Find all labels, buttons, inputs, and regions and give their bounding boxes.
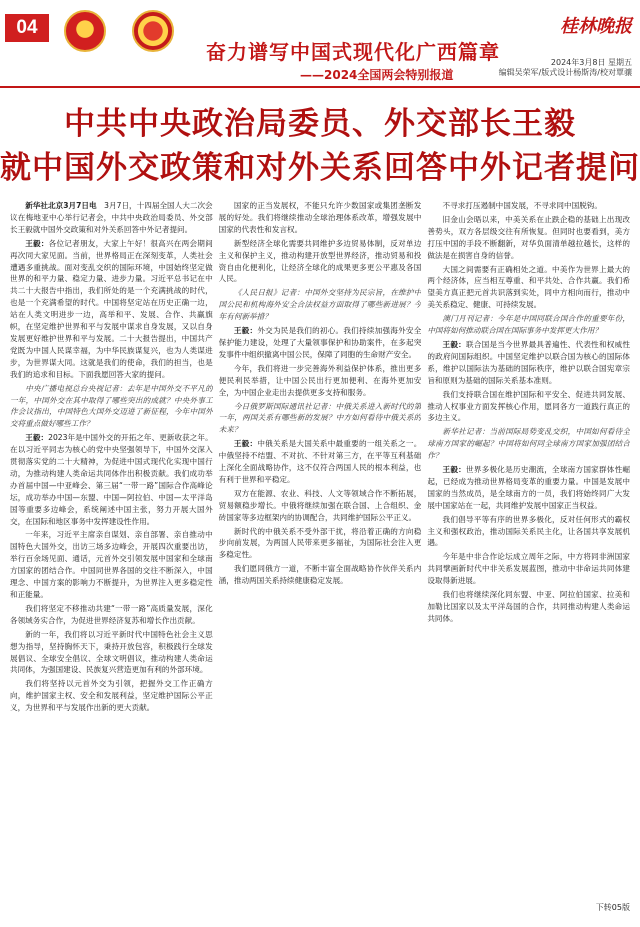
speaker-label: 王毅：: [25, 433, 49, 443]
speaker-label: 王毅：: [442, 465, 466, 475]
speaker-label: 王毅：: [25, 238, 49, 248]
issue-meta: [499, 58, 632, 78]
body-paragraph: 新的一年，我们将以习近平新时代中国特色社会主义思想为指导，坚持胸怀天下，秉持开放包容，积极践行全球发展倡议、全球安全倡议、全球文明倡议，推动构建人类命运共同体，为强国建设、民族复兴营造更加有利的外部环境。: [10, 629, 213, 675]
body-paragraph: 我们支持联合国在维护国际和平安全、促进共同发展、推动人权事业方面发挥核心作用，愿同各方一道践行真正的多边主义。: [427, 389, 630, 423]
body-paragraph: 今年，我们将进一步完善海外利益保护体系，推出更多便民利民举措，让中国公民出行更加便利、在海外更加安全，为中国企业走出去提供更多支持和服务。: [218, 363, 422, 397]
body-paragraph: 我们将坚定不移推动共建“一带一路”高质量发展，深化各领域务实合作，为促进世界经济复苏和增长作出贡献。: [10, 603, 213, 625]
body-paragraph: 我们也将继续深化同东盟、中亚、阿拉伯国家、拉美和加勒比国家以及太平洋岛国的合作，共同推动构建人类命运共同体。: [427, 590, 630, 623]
body-paragraph: [219, 438, 422, 486]
article-body: [10, 200, 630, 900]
continued-note: 下转05版: [595, 903, 630, 912]
body-paragraph: 新时代的中俄关系不受外部干扰，将沿着正确的方向稳步向前发展，为两国人民带来更多福祉，为国际社会注入更多稳定性。: [218, 526, 422, 560]
question-paragraph: 新华社记者：当前国际局势变乱交织，中国如何看待全球南方国家的崛起？中国将如何同全球南方国家加强团结合作？: [427, 427, 630, 461]
headline-line-2: 就中国外交政策和对外关系回答中外记者提问: [0, 150, 640, 186]
question-paragraph: 中央广播电视总台央视记者：去年是中国外交不平凡的一年，中国外交在其中取得了哪些突出的成就？中央外事工作会议指出，中国特色大国外交迈进了新征程，今年中国外交将重点做好哪些工作？: [10, 383, 213, 429]
body-paragraph: [10, 200, 213, 236]
question-paragraph: 今日俄罗斯国际通讯社记者：中俄关系进入新时代的第一年，两国关系有哪些新的发展？中方如何看待中俄关系的未来？: [218, 401, 422, 435]
paragraph-text: 世界多极化是历史潮流，全球南方国家群体性崛起，已经成为推动世界格局变革的重要力量。中国是发展中国家的当然成员，是全球南方的一员，我们将始终同广大发展中国家站在一起，共同维护发展中国家正当权益。: [427, 465, 630, 510]
body-paragraph: 我们倡导平等有序的世界多极化，反对任何形式的霸权主义和强权政治，推动国际关系民主化，让各国共享发展机遇。: [427, 514, 630, 548]
header-rule: [0, 86, 640, 88]
body-paragraph: [219, 325, 422, 361]
question-paragraph: 《人民日报》记者：中国外交坚持为民宗旨，在维护中国公民和机构海外安全合法权益方面取得了哪些新进展？今年有何新举措？: [218, 288, 422, 322]
page-number: 04: [5, 14, 49, 42]
body-paragraph: 一年来，习近平主席亲自谋划、亲自部署、亲自推动中国特色大国外交，出访三场多边峰会，开展四次重要出访，举行百余场见面、通话，元首外交引领发展中国家和全球南方国家的团结合作。中国同世界各国的交往不断深入，中国理念、中国方案的影响力不断提升，为世界注入更多稳定性和正能量。: [10, 530, 213, 599]
speaker-label: 王毅：: [442, 339, 466, 349]
body-paragraph: [427, 339, 630, 387]
body-paragraph: 今年是中非合作论坛成立周年之际，中方将同非洲国家共同擘画新时代中非关系发展蓝图，推动中非命运共同体建设取得新进展。: [427, 552, 630, 586]
brand-logo: 桂林晚报: [560, 16, 632, 37]
body-paragraph: 新型经济全球化需要共同维护多边贸易体制，反对单边主义和保护主义，推动构建开放型世界经济，推动贸易和投资自由化便利化，让经济全球化的成果更多更公平惠及各国人民。: [218, 238, 422, 284]
paragraph-text: 联合国是当今世界最具普遍性、代表性和权威性的政府间国际组织。中国坚定维护以联合国为核心的国际体系，维护以国际法为基础的国际秩序，维护以联合国宪章宗旨和原则为基础的国际关系基本准则。: [427, 339, 630, 385]
party-emblem-icon: [132, 10, 174, 52]
body-paragraph: 大国之间需要有正确相处之道。中美作为世界上最大的两个经济体，应当相互尊重、和平共处、合作共赢。我们希望美方真正把元首共识落到实处，同中方相向而行，推动中美关系稳定、健康、可持续发展。: [427, 264, 630, 310]
masthead: [0, 0, 640, 84]
section-subtitle: ——2024全国两会特别报道: [300, 68, 454, 82]
article-column: [219, 200, 422, 900]
body-paragraph: 我们愿同俄方一道，不断丰富全面战略协作伙伴关系内涵，推动两国关系持续健康稳定发展。: [218, 564, 422, 586]
body-paragraph: [10, 432, 213, 527]
paragraph-text: 外交为民是我们的初心。我们持续加强海外安全保护能力建设，处理了大量领事保护和协助案件，在多起突发事件中组织撤离中国公民，保障了同胞的生命财产安全。: [218, 326, 422, 359]
headline: [0, 102, 640, 190]
body-paragraph: [10, 238, 213, 381]
paragraph-text: 2023年是中国外交的开拓之年、更新收获之年。在以习近平同志为核心的党中央坚强领导下，中国外交深入贯彻落实党的二十大精神，为促进中国式现代化实现中国行动，为推动构建人类命运共同体作出积极贡献。我们成功举办首届中国—中亚峰会、第三届“一带一路”国际合作高峰论坛，成功举办中国—东盟、中国—阿拉伯、中国—太平洋岛国等重要多边峰会，系统阐述中国主张，努力开展大国外交，在国际和地区事务中发挥建设性作用。: [10, 433, 213, 526]
paragraph-text: 中俄关系是大国关系中最重要的一组关系之一。中俄坚持不结盟、不对抗、不针对第三方，在平等互利基础上深化全面战略协作，这不仅符合两国人民的根本利益，也有利于世界和平稳定。: [218, 439, 422, 484]
question-paragraph: 澳门月刊记者：今年是中国同联合国合作的重要年份，中国将如何推动联合国在国际事务中发挥更大作用？: [427, 314, 630, 336]
body-paragraph: 国家的正当发展权，不能只允许少数国家或集团垄断发展的好处。我们将继续推动全球治理体系改革，增强发展中国家的代表性和发言权。: [218, 201, 422, 234]
editor-credits: 编辑吴荣军/版式设计杨斯涛/校对覃骧: [498, 68, 632, 77]
section-title: 奋力谱写中国式现代化广西篇章: [206, 42, 500, 64]
speaker-label: 王毅：: [233, 326, 258, 336]
body-paragraph: [427, 464, 630, 512]
body-paragraph: 双方在能源、农业、科技、人文等领域合作不断拓展，贸易额稳步增长。中俄将继续加强在联合国、上合组织、金砖国家等多边框架内的协调配合，共同维护国际公平正义。: [218, 488, 422, 522]
body-paragraph: 我们将坚持以元首外交为引领，把握外交工作正确方向，维护国家主权、安全和发展利益，坚定维护国际公平正义，为世界和平与发展作出新的更大贡献。: [10, 679, 213, 713]
paragraph-text: 各位记者朋友，大家上午好！很高兴在两会期间再次同大家见面。当前，世界格局正在深刻变革，人类社会遭遇多重挑战。面对变乱交织的国际环境，中国始终坚定做世界的和平力量、稳定力量、进步力量。习近平总书记在中共二十大报告中指出，我们所处的是一个充满挑战的时代，也是一个充满希望的时代。中国将坚定站在历史正确一边，站在人类文明进步一边，高举和平、发展、合作、共赢旗帜，在坚定维护世界和平与发展中谋求自身发展，又以自身发展更好维护世界和平与发展。二十大报告提出，中国共产党既为中国人民谋幸福，为中华民族谋复兴，也为人类谋进步，为世界谋大同。这就是我们的使命，我们的担当，也是我们的追求和目标。下面我愿回答大家的提问。: [10, 238, 213, 379]
dateline: 新华社北京3月7日电: [25, 201, 97, 210]
headline-line-1: 中共中央政治局委员、外交部长王毅: [64, 106, 576, 142]
article-column: [10, 200, 213, 900]
body-paragraph: 旧金山会晤以来，中美关系在止跌企稳的基础上出现改善势头，双方各层级交往有所恢复。但同时也要看到，美方打压中国的手段不断翻新，对华负面清单越拉越长，这样的做法是在损害自身的信誉。: [427, 214, 630, 260]
issue-date: 2024年3月8日 星期五: [550, 58, 632, 67]
speaker-label: 王毅：: [233, 439, 258, 449]
national-emblem-icon: [64, 10, 106, 52]
paragraph-text: 3月7日，十四届全国人大二次会议在梅地亚中心举行记者会，中共中央政治局委员、外交部长王毅就中国外交政策和对外关系回答中外记者提问。: [10, 201, 213, 234]
body-paragraph: 不寻求打压遏制中国发展，不寻求同中国脱钩。: [442, 201, 602, 210]
article-column: [427, 200, 630, 900]
